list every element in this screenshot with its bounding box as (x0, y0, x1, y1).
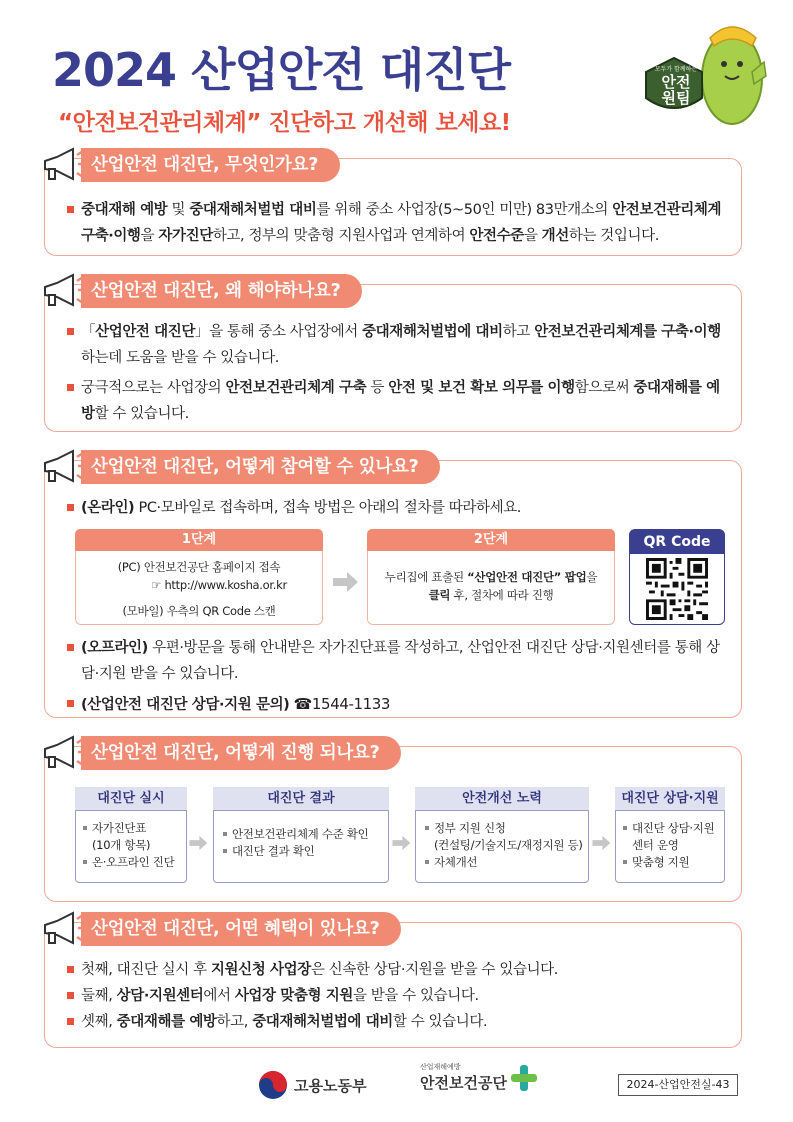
process-item: 자가진단표 (82, 820, 174, 837)
process-item: 맞춤형 지원 (622, 854, 714, 871)
process-step (213, 787, 389, 883)
process-step-label: 안전개선 노력 (415, 787, 589, 811)
step-2-box (367, 529, 615, 625)
process-item: 대진단 결과 확인 (222, 843, 368, 860)
arrow-right-icon (391, 835, 411, 851)
ministry-name: 고용노동부 (294, 1076, 367, 1095)
bullet-contact (67, 691, 723, 718)
bullet-item: 「산업안전 대진단」을 통해 중소 사업장에서 중대재해처벌법에 대비하고 안전보건관리체계를 구축·이행하는데 도움을 받을 수 있습니다. (67, 319, 723, 371)
process-step-label: 대진단 실시 (75, 787, 187, 811)
bullet-item: 중대재해 예방 및 중대재해처벌법 대비를 위해 중소 사업장(5~50인 미만) 83만개소의 안전보건관리체계 구축·이행을 자가진단하고, 정부의 맞춤형 지원사업과 연계하여 안전수준을 개선하는 것입니다. (67, 197, 723, 249)
section-header (39, 145, 340, 185)
agency-cross-icon (511, 1063, 537, 1093)
agency-small-label: 산업재해예방 (420, 1063, 461, 1071)
arrow-right-icon (591, 835, 611, 851)
bullet-item: 둘째, 상담·지원센터에서 사업장 맞춤형 지원을 받을 수 있습니다. (67, 983, 723, 1009)
qr-code-box[interactable] (629, 529, 725, 625)
step-2-label: 2단계 (367, 529, 615, 551)
megaphone-icon (39, 733, 87, 773)
section-title: 산업안전 대진단, 왜 해야하나요? (81, 274, 362, 308)
section-header (39, 271, 362, 311)
contact-label: (산업안전 대진단 상담·지원 문의) (81, 697, 290, 713)
bullet-item: 첫째, 대진단 실시 후 지원신청 사업장은 신속한 상담·지원을 받을 수 있습니다. (67, 957, 723, 983)
mascot-logo (640, 18, 770, 138)
section-process (44, 743, 742, 902)
process-item-sub: (10개 항목) (92, 838, 151, 852)
process-step (415, 787, 589, 883)
agency-logo (420, 1062, 537, 1093)
section-what (44, 155, 742, 256)
step-1-url[interactable]: ☞ http://www.kosha.or.kr (151, 578, 287, 592)
megaphone-icon (39, 271, 87, 311)
step-1-box (75, 529, 323, 625)
process-step-label: 대진단 결과 (213, 787, 389, 811)
page-title: 2024 산업안전 대진단 (52, 43, 511, 97)
section-title: 산업안전 대진단, 어떻게 참여할 수 있나요? (81, 450, 440, 484)
step-1-label: 1단계 (75, 529, 323, 551)
qr-code-label: QR Code (630, 530, 724, 554)
step-2-line1: 누리집에 표출된 “산업안전 대진단” 팝업을 (384, 570, 598, 584)
section-benefits (44, 919, 742, 1048)
section-why (44, 281, 742, 432)
document-code: 2024-산업안전실-43 (618, 1074, 738, 1096)
bullet-item: 궁극적으로는 사업장의 안전보건관리체계 구축 등 안전 및 보건 확보 의무를 이행함으로써 중대재해를 예방할 수 있습니다. (67, 375, 723, 427)
section-header (39, 733, 401, 773)
section-header (39, 447, 440, 487)
step-2-line2: 클릭 후, 절차에 따라 진행 (428, 588, 554, 602)
step-1-pc-line: (PC) 안전보건공단 홈페이지 접속 (117, 560, 281, 574)
mascot-badge-text: 안전 원팀 (661, 73, 691, 107)
process-step (75, 787, 187, 883)
process-item-sub: (컨설팅/기술지도/재정지원 등) (434, 838, 583, 852)
process-item: 자체개선 (424, 854, 583, 871)
bullet-item: 셋째, 중대재해를 예방하고, 중대재해처벌법에 대비할 수 있습니다. (67, 1009, 723, 1035)
arrow-right-icon (188, 835, 208, 851)
process-item: 안전보건관리체계 수준 확인 (222, 826, 368, 843)
process-step (615, 787, 725, 883)
process-step-label: 대진단 상담·지원 (615, 787, 725, 811)
megaphone-icon (39, 447, 87, 487)
process-item: 정부 지원 신청 (424, 820, 583, 837)
process-item: 온·오프라인 진단 (82, 854, 174, 871)
bullet-online: (온라인) PC·모바일로 접속하며, 접속 방법은 아래의 절차를 따라하세요. (67, 495, 723, 521)
megaphone-icon (39, 909, 87, 949)
section-title: 산업안전 대진단, 어떤 혜택이 있나요? (81, 912, 401, 946)
section-title: 산업안전 대진단, 무엇인가요? (81, 148, 340, 182)
qr-code-icon[interactable] (646, 558, 708, 620)
page-subtitle: “안전보건관리체계” 진단하고 개선해 보세요! (58, 110, 511, 136)
megaphone-icon (39, 145, 87, 185)
arrow-right-icon (331, 571, 359, 593)
process-item: 대진단 상담·지원 (622, 820, 714, 837)
section-how-participate (44, 457, 742, 718)
contact-phone: ☎1544-1133 (293, 695, 391, 713)
agency-name: 안전보건공단 (420, 1074, 507, 1092)
step-1-mobile-line: (모바일) 우측의 QR Code 스캔 (122, 604, 276, 618)
process-item-sub: 센터 운영 (632, 838, 679, 852)
taegeuk-icon (258, 1070, 288, 1100)
section-title: 산업안전 대진단, 어떻게 진행 되나요? (81, 736, 401, 770)
mascot-badge-top: 모두가 함께하는 (654, 66, 698, 73)
bullet-offline: (오프라인) 우편·방문을 통해 안내받은 자가진단표를 작성하고, 산업안전 대진단 상담·지원센터를 통해 상담·지원 받을 수 있습니다. (67, 635, 723, 687)
section-header (39, 909, 401, 949)
ministry-logo (258, 1070, 366, 1100)
